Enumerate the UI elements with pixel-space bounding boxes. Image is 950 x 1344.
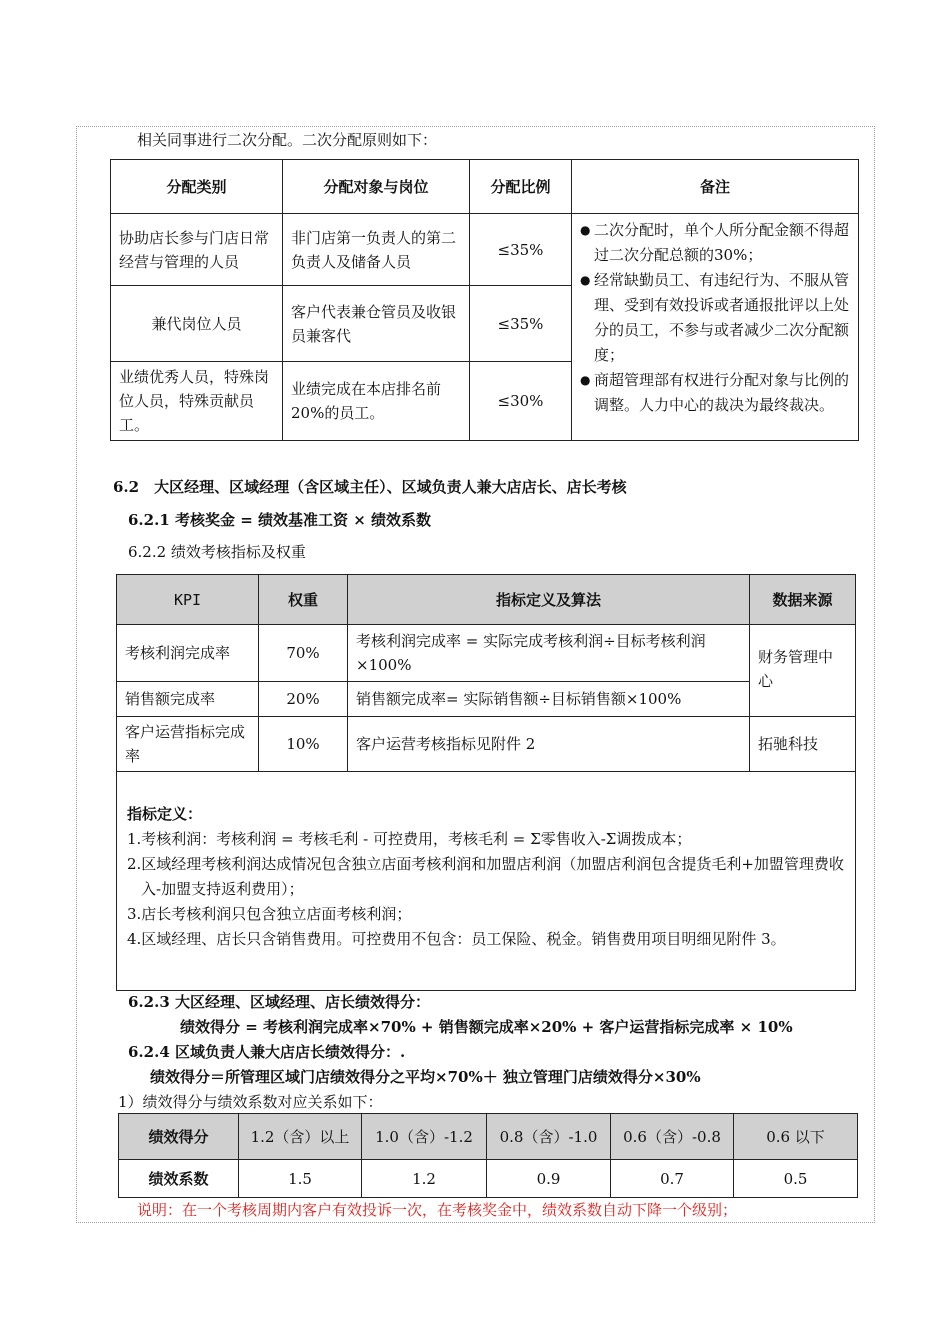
- alloc-row1-target: 非门店第一负责人的第二负责人及储备人员: [283, 214, 470, 286]
- kpi-row2-weight: 20%: [259, 682, 348, 717]
- score-coefficient-table: [118, 1113, 858, 1198]
- score-4: 0.6（含）-0.8: [611, 1114, 734, 1160]
- coefficient-row-label: 绩效系数: [119, 1160, 239, 1198]
- coefficient-4: 0.7: [611, 1160, 734, 1198]
- kpi-header-weight: 权重: [259, 575, 348, 625]
- intro-text: 相关同事进行二次分配。二次分配原则如下：: [137, 131, 438, 149]
- kpi-header-source: 数据来源: [750, 575, 856, 625]
- kpi-row1-definition: 考核利润完成率 = 实际完成考核利润÷目标考核利润×100%: [348, 625, 750, 682]
- kpi-definitions-cell: [117, 772, 856, 991]
- section-6-2-heading: 6.2 大区经理、区域经理（含区域主任）、区域负责人兼大店店长、店长考核: [113, 478, 627, 496]
- kpi-row3-source: 拓驰科技: [750, 717, 856, 772]
- alloc-note-1: ● 二次分配时，单个人所分配金额不得超过二次分配总额的30%；: [580, 218, 852, 268]
- coefficient-5: 0.5: [734, 1160, 858, 1198]
- kpi-def-3: 3.店长考核利润只包含独立店面考核利润；: [127, 905, 412, 923]
- kpi-def-4: 4.区域经理、店长只含销售费用。可控费用不包含：员工保险、税金。销售费用项目明细见附件 3。: [127, 930, 786, 948]
- penalty-note: 说明：在一个考核周期内客户有效投诉一次，在考核奖金中，绩效系数自动下降一个级别；: [137, 1201, 738, 1219]
- kpi-row2-name: 销售额完成率: [117, 682, 259, 717]
- alloc-row3-target: 业绩完成在本店排名前20%的员工。: [283, 362, 470, 441]
- relation-intro: 1）绩效得分与绩效系数对应关系如下：: [118, 1093, 383, 1111]
- section-6-2-4-heading: 6.2.4 区域负责人兼大店店长绩效得分：.: [128, 1043, 406, 1061]
- section-6-2-1-heading: 6.2.1 考核奖金 = 绩效基准工资 × 绩效系数: [128, 511, 432, 529]
- kpi-row3-definition: 客户运营考核指标见附件 2: [348, 717, 750, 772]
- alloc-notes-cell: [572, 214, 859, 441]
- allocation-table: [110, 159, 859, 441]
- alloc-row3-category: 业绩优秀人员，特殊岗位人员，特殊贡献员工。: [111, 362, 283, 441]
- alloc-row2-target: 客户代表兼仓管员及收银员兼客代: [283, 286, 470, 362]
- kpi-table: [116, 574, 856, 991]
- coefficient-1: 1.5: [239, 1160, 362, 1198]
- alloc-header-ratio: 分配比例: [470, 160, 572, 214]
- coefficient-3: 0.9: [487, 1160, 611, 1198]
- alloc-header-category: 分配类别: [111, 160, 283, 214]
- coefficient-2: 1.2: [362, 1160, 487, 1198]
- score-2: 1.0（含）-1.2: [362, 1114, 487, 1160]
- kpi-header-definition: 指标定义及算法: [348, 575, 750, 625]
- formula-6-2-3: 绩效得分 = 考核利润完成率×70% + 销售额完成率×20% + 客户运营指标完成率 × 10%: [180, 1018, 793, 1036]
- alloc-row3-ratio: ≤30%: [470, 362, 572, 441]
- score-row-label: 绩效得分: [119, 1114, 239, 1160]
- alloc-header-target: 分配对象与岗位: [283, 160, 470, 214]
- kpi-def-2: 2.区域经理考核利润达成情况包含独立店面考核利润和加盟店利润（加盟店利润包含提货毛利+加盟管理费收入-加盟支持返利费用）；: [127, 855, 844, 898]
- section-6-2-2-heading: 6.2.2 绩效考核指标及权重: [128, 543, 306, 561]
- kpi-defs-title: 指标定义：: [127, 805, 203, 823]
- alloc-note-3: ● 商超管理部有权进行分配对象与比例的调整。人力中心的裁决为最终裁决。: [580, 368, 852, 418]
- alloc-row1-category: 协助店长参与门店日常经营与管理的人员: [111, 214, 283, 286]
- kpi-row2-definition: 销售额完成率= 实际销售额÷目标销售额×100%: [348, 682, 750, 717]
- kpi-def-1: 1.考核利润：考核利润 = 考核毛利 - 可控费用，考核毛利 = Σ零售收入-Σ调拨成本；: [127, 830, 692, 848]
- kpi-row3-weight: 10%: [259, 717, 348, 772]
- kpi-row1-weight: 70%: [259, 625, 348, 682]
- kpi-source-finance: 财务管理中心: [750, 625, 856, 717]
- kpi-header-kpi: KPI: [117, 575, 259, 625]
- section-6-2-3-heading: 6.2.3 大区经理、区域经理、店长绩效得分：: [128, 993, 430, 1011]
- score-1: 1.2（含）以上: [239, 1114, 362, 1160]
- kpi-row3-name: 客户运营指标完成率: [117, 717, 259, 772]
- score-3: 0.8（含）-1.0: [487, 1114, 611, 1160]
- kpi-row1-name: 考核利润完成率: [117, 625, 259, 682]
- alloc-row2-ratio: ≤35%: [470, 286, 572, 362]
- alloc-row2-category: 兼代岗位人员: [111, 286, 283, 362]
- formula-6-2-4: 绩效得分＝所管理区域门店绩效得分之平均×70%＋ 独立管理门店绩效得分×30%: [150, 1068, 701, 1086]
- alloc-row1-ratio: ≤35%: [470, 214, 572, 286]
- score-5: 0.6 以下: [734, 1114, 858, 1160]
- alloc-header-notes: 备注: [572, 160, 859, 214]
- alloc-note-2: ● 经常缺勤员工、有违纪行为、不服从管理、受到有效投诉或者通报批评以上处分的员工，不参与或者减少二次分配额度；: [580, 268, 852, 368]
